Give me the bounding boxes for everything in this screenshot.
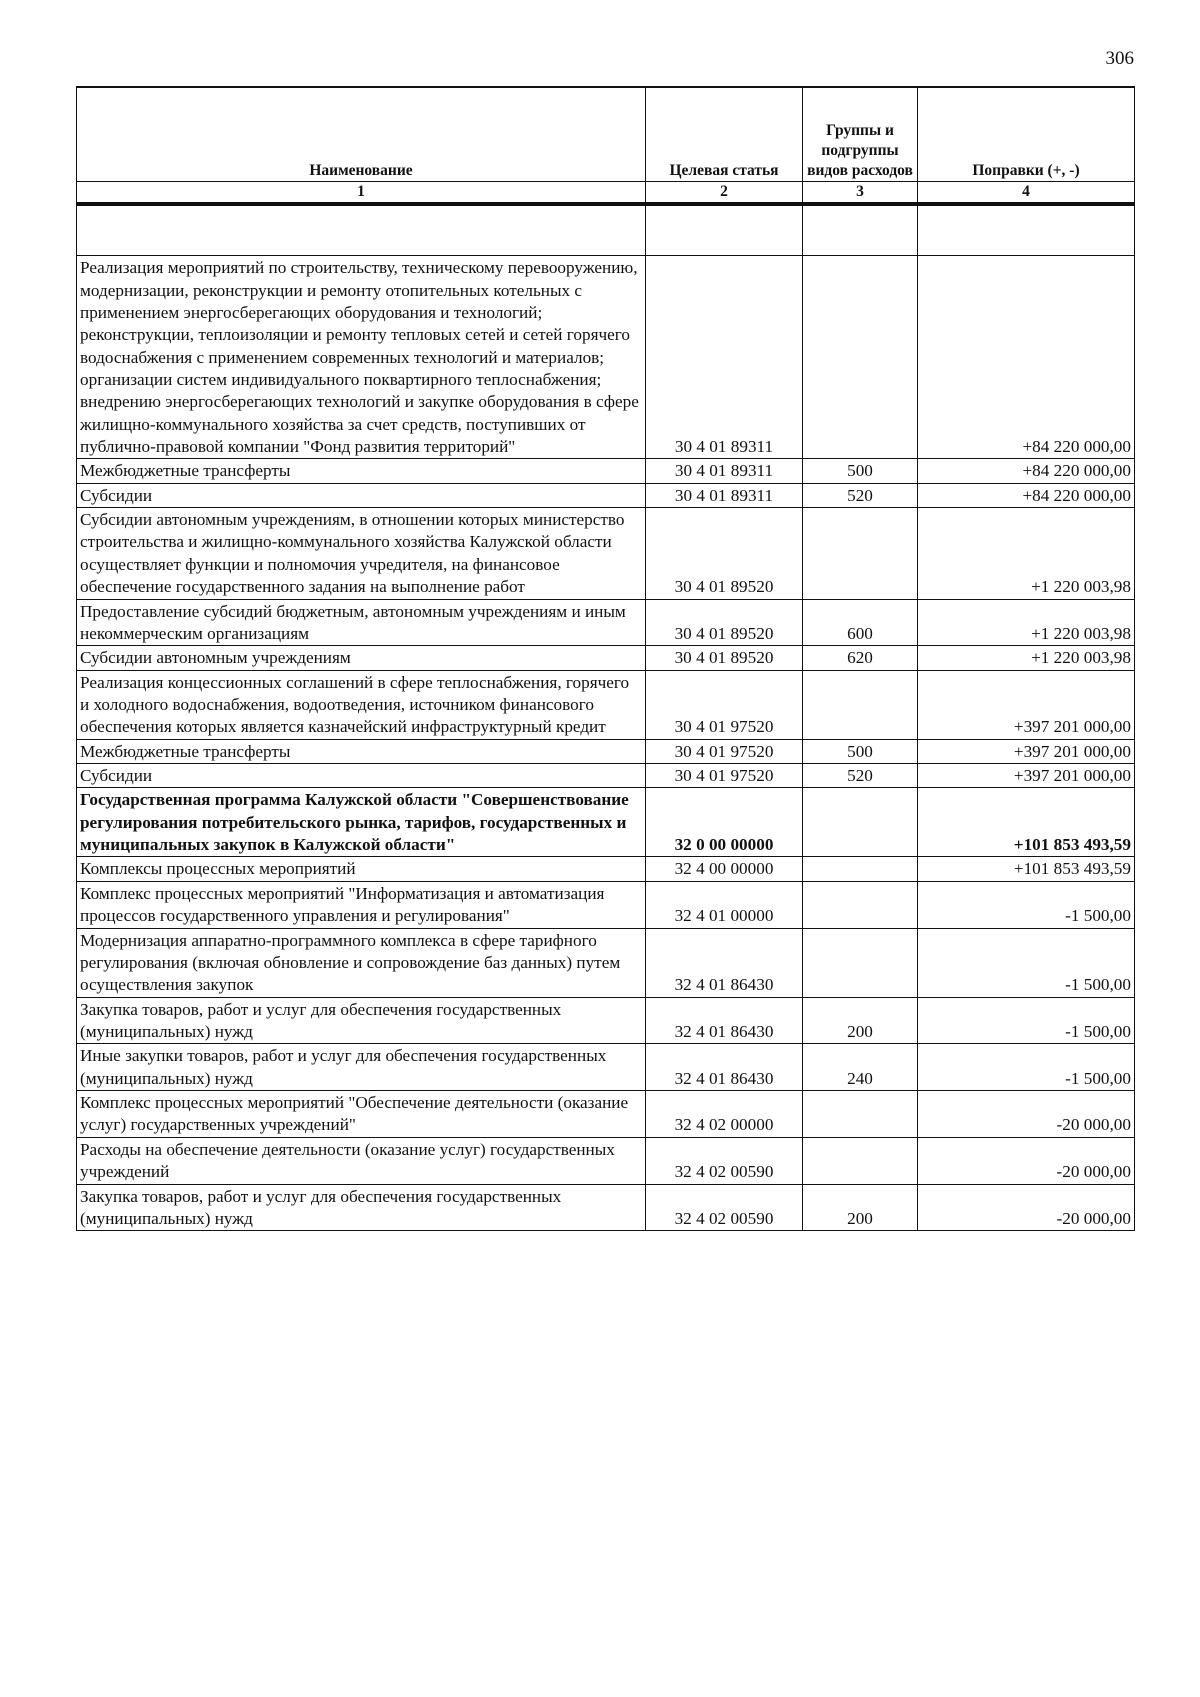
row-name-cell: Реализация концессионных соглашений в сфере теплоснабжения, горячего и холодного водоснабжения, водоотведения, источником финансового обеспечения которых является казначейский инфраструктурный кредит [77, 670, 646, 739]
header-amendments: Поправки (+, -) [918, 87, 1135, 182]
row-name-cell: Модернизация аппаратно-программного комплекса в сфере тарифного регулирования (включая обновление и сопровождение баз данных) путем осуществления закупок [77, 928, 646, 997]
row-amendment-cell: +397 201 000,00 [918, 764, 1135, 788]
row-expense-group-cell: 240 [803, 1044, 918, 1091]
table-body [77, 256, 1135, 1231]
row-expense-group-cell [803, 1091, 918, 1138]
row-name-cell: Государственная программа Калужской области "Совершенствование регулирования потребительского рынка, тарифов, государственных и муниципальных закупок в Калужской области" [77, 788, 646, 857]
table-row [77, 670, 1135, 739]
row-amendment-cell: -20 000,00 [918, 1091, 1135, 1138]
table-row [77, 881, 1135, 928]
row-name-cell: Субсидии [77, 764, 646, 788]
table-row [77, 508, 1135, 599]
row-expense-group-cell: 200 [803, 1184, 918, 1231]
row-name-cell: Субсидии [77, 483, 646, 507]
row-amendment-cell: -1 500,00 [918, 1044, 1135, 1091]
row-name-cell: Расходы на обеспечение деятельности (оказание услуг) государственных учреждений [77, 1137, 646, 1184]
spacer-cell [646, 204, 803, 256]
spacer-cell [918, 204, 1135, 256]
row-target-article-cell: 30 4 01 97520 [646, 764, 803, 788]
row-amendment-cell: -1 500,00 [918, 881, 1135, 928]
row-expense-group-cell: 520 [803, 483, 918, 507]
row-expense-group-cell: 500 [803, 459, 918, 483]
row-amendment-cell: +101 853 493,59 [918, 788, 1135, 857]
table-row [77, 1184, 1135, 1231]
row-amendment-cell: +1 220 003,98 [918, 508, 1135, 599]
row-name-cell: Закупка товаров, работ и услуг для обеспечения государственных (муниципальных) нужд [77, 1184, 646, 1231]
row-target-article-cell: 32 4 01 86430 [646, 928, 803, 997]
row-expense-group-cell [803, 788, 918, 857]
table-row [77, 599, 1135, 646]
row-name-cell: Комплексы процессных мероприятий [77, 857, 646, 881]
row-target-article-cell: 30 4 01 97520 [646, 739, 803, 763]
column-number: 3 [803, 182, 918, 205]
row-target-article-cell: 32 4 00 00000 [646, 857, 803, 881]
row-expense-group-cell [803, 1137, 918, 1184]
row-target-article-cell: 32 4 02 00590 [646, 1184, 803, 1231]
table-row [77, 788, 1135, 857]
table-row [77, 928, 1135, 997]
row-target-article-cell: 32 4 01 86430 [646, 997, 803, 1044]
page-number: 306 [1105, 48, 1134, 69]
row-amendment-cell: +84 220 000,00 [918, 483, 1135, 507]
row-target-article-cell: 32 4 01 00000 [646, 881, 803, 928]
row-expense-group-cell [803, 928, 918, 997]
row-name-cell: Субсидии автономным учреждениям [77, 646, 646, 670]
table-row [77, 997, 1135, 1044]
row-expense-group-cell: 620 [803, 646, 918, 670]
table-row [77, 857, 1135, 881]
row-expense-group-cell [803, 256, 918, 459]
table-row [77, 1137, 1135, 1184]
row-name-cell: Реализация мероприятий по строительству, техническому перевооружению, модернизации, реконструкции и ремонту отопительных котельных с применением энергосберегающих оборудования и технологий; реконструкции, теплоизоляции и ремонту тепловых сетей и сетей горячего водоснабжения с применением современных технологий и материалов; организации систем индивидуального поквартирного теплоснабжения; внедрению энергосберегающих технологий и закупке оборудования в сфере жилищно-коммунального хозяйства за счет средств, поступивших от публично-правовой компании "Фонд развития территорий" [77, 256, 646, 459]
row-amendment-cell: -20 000,00 [918, 1184, 1135, 1231]
row-expense-group-cell: 500 [803, 739, 918, 763]
row-target-article-cell: 32 4 02 00000 [646, 1091, 803, 1138]
row-expense-group-cell [803, 670, 918, 739]
row-expense-group-cell [803, 857, 918, 881]
table-row [77, 646, 1135, 670]
column-number: 1 [77, 182, 646, 205]
row-amendment-cell: +397 201 000,00 [918, 670, 1135, 739]
row-amendment-cell: -1 500,00 [918, 928, 1135, 997]
row-amendment-cell: -20 000,00 [918, 1137, 1135, 1184]
row-target-article-cell: 30 4 01 89520 [646, 646, 803, 670]
row-expense-group-cell: 520 [803, 764, 918, 788]
spacer-cell [77, 204, 646, 256]
table-row [77, 256, 1135, 459]
row-amendment-cell: +84 220 000,00 [918, 459, 1135, 483]
row-name-cell: Закупка товаров, работ и услуг для обеспечения государственных (муниципальных) нужд [77, 997, 646, 1044]
header-name: Наименование [77, 87, 646, 182]
row-amendment-cell: -1 500,00 [918, 997, 1135, 1044]
header-target-article: Целевая статья [646, 87, 803, 182]
column-number: 4 [918, 182, 1135, 205]
row-expense-group-cell: 600 [803, 599, 918, 646]
budget-amendments-table [76, 86, 1135, 1231]
row-target-article-cell: 32 4 02 00590 [646, 1137, 803, 1184]
row-name-cell: Субсидии автономным учреждениям, в отношении которых министерство строительства и жилищно-коммунального хозяйства Калужской области осуществляет функции и полномочия учредителя, на финансовое обеспечение государственного задания на выполнение работ [77, 508, 646, 599]
table-row [77, 764, 1135, 788]
row-expense-group-cell [803, 881, 918, 928]
table-row [77, 459, 1135, 483]
row-amendment-cell: +397 201 000,00 [918, 739, 1135, 763]
row-name-cell: Комплекс процессных мероприятий "Информатизация и автоматизация процессов государственного управления и регулирования" [77, 881, 646, 928]
row-expense-group-cell [803, 508, 918, 599]
table-row [77, 739, 1135, 763]
spacer-cell [803, 204, 918, 256]
row-name-cell: Межбюджетные трансферты [77, 739, 646, 763]
row-target-article-cell: 30 4 01 89311 [646, 483, 803, 507]
table-row [77, 1044, 1135, 1091]
header-expense-groups: Группы и подгруппы видов расходов [803, 87, 918, 182]
row-amendment-cell: +1 220 003,98 [918, 599, 1135, 646]
row-target-article-cell: 30 4 01 89311 [646, 459, 803, 483]
row-target-article-cell: 30 4 01 89311 [646, 256, 803, 459]
table-row [77, 483, 1135, 507]
table-row [77, 1091, 1135, 1138]
row-target-article-cell: 30 4 01 89520 [646, 599, 803, 646]
row-target-article-cell: 32 0 00 00000 [646, 788, 803, 857]
row-target-article-cell: 30 4 01 89520 [646, 508, 803, 599]
row-amendment-cell: +101 853 493,59 [918, 857, 1135, 881]
row-name-cell: Иные закупки товаров, работ и услуг для обеспечения государственных (муниципальных) нужд [77, 1044, 646, 1091]
row-name-cell: Предоставление субсидий бюджетным, автономным учреждениям и иным некоммерческим организациям [77, 599, 646, 646]
row-target-article-cell: 32 4 01 86430 [646, 1044, 803, 1091]
row-name-cell: Межбюджетные трансферты [77, 459, 646, 483]
row-name-cell: Комплекс процессных мероприятий "Обеспечение деятельности (оказание услуг) государственных учреждений" [77, 1091, 646, 1138]
row-amendment-cell: +1 220 003,98 [918, 646, 1135, 670]
column-number: 2 [646, 182, 803, 205]
row-expense-group-cell: 200 [803, 997, 918, 1044]
row-amendment-cell: +84 220 000,00 [918, 256, 1135, 459]
row-target-article-cell: 30 4 01 97520 [646, 670, 803, 739]
